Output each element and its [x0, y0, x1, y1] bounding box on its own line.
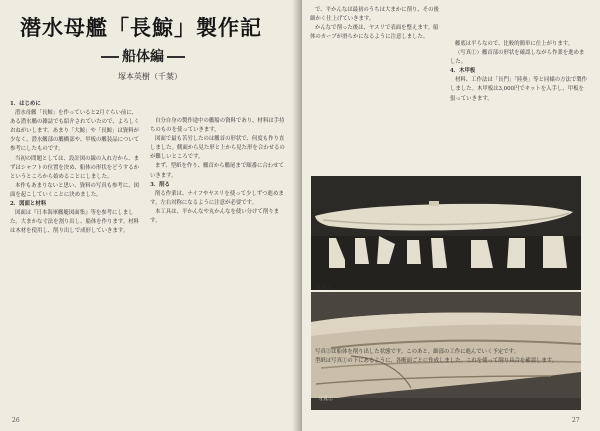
right-column-1	[310, 6, 440, 101]
body-paragraph: 図面は『日本海軍艦艇図面集』等を参考にしました。大まかな寸法を割り出し、船体を作ります。材料は木材を使用し、削り出しで成形していきます。	[10, 210, 139, 235]
body-paragraph: 艦底は平らなので、比較的簡単に仕上がります。	[455, 41, 574, 47]
right-column-2	[450, 40, 588, 180]
article-author: 塚本英樹（千葉）	[118, 72, 182, 81]
body-paragraph: まず、型紙を作り、艦首から艦尾まで順番に合わせていきます。	[150, 163, 284, 179]
subtitle-rule-right	[167, 56, 185, 58]
page-number-left: 26	[12, 417, 20, 424]
body-paragraph: かんなで削った後は、ヤスリで表面を整えます。船体のカーブが滑らかになるように注意しました。	[310, 25, 439, 41]
photo1-caption: 写真①	[316, 285, 332, 291]
body-paragraph: で、平かんなは最初のうちは大まかに削り、その後細かく仕上げていきます。	[310, 7, 439, 23]
left-column-2	[150, 117, 286, 422]
page-number-right: 27	[572, 417, 580, 424]
body-paragraph: 潜水母艦「長鯨」を作っていると2月ぐらい前に、ある潜水艦の雑誌でも紹介されていたので、よろしくおねがいします。あまり「大鯨」や「長鯨」は資料が少なく、潜水艦部の艦橋部や、甲板の艦装品について参考にしたものです。	[10, 110, 140, 153]
body-paragraph: 写真②は船体を削り出した状態です。このあと、細部の工作に進んでいく予定です。	[315, 349, 519, 355]
article-title: 潜水母艦「長鯨」製作記	[20, 16, 262, 40]
body-paragraph: 図面で最も苦労したのは艦首の形状で、何度も作り直しました。側面から見た形と上から見た形を合わせるのが難しいところです。	[150, 136, 285, 161]
article-subtitle	[98, 46, 188, 66]
photo-hull-and-templates	[311, 176, 581, 290]
body-paragraph: 自分自身の製作途中の艦船の資料であり、材料は手持ちのものを使っていきます。	[150, 118, 285, 134]
right-column-3	[310, 348, 588, 424]
left-page	[0, 0, 298, 431]
article-subtitle-text: 船体編	[122, 49, 164, 65]
body-paragraph: 削る作業は、ナイフやヤスリを使って少しずつ進めます。左右対称になるように注意が必要です。	[150, 190, 284, 206]
body-paragraph: 当初の問題としては、設計図の線の入れ方から、まずはシャフトの位置を決め、船体の形状をどうするかというところから始めることにしました。	[10, 155, 140, 180]
photo2-caption: 写真②	[318, 396, 334, 402]
section-heading: 4．木甲板	[450, 68, 476, 75]
left-column-1	[10, 100, 142, 426]
section-heading: 1．はじめに	[10, 101, 41, 107]
body-paragraph: 材料、工作法は「長門」「陸奥」等と同様の方法で製作しました。木甲板は3,000円でキットを入手し、甲板を張っていきます。	[450, 77, 588, 102]
subtitle-rule-left	[101, 56, 119, 58]
photo-hull-and-templates-image	[311, 176, 581, 290]
section-heading: 2．図面と材料	[10, 201, 47, 208]
body-paragraph: 型紙は写真①の下にあるように、各断面ごとに作成しました。これを使って削り具合を確認します。	[315, 358, 558, 365]
body-paragraph: （写真①）艦首部の形状を確認しながら作業を進めました。	[450, 50, 585, 66]
body-paragraph: 本工具は、平かんなや丸かんなを使い分けて削ります。	[150, 208, 279, 225]
body-paragraph: 本作もあまりないと思い、資料の写真も参考に、図面を起こしていくことに決めました。	[10, 182, 139, 198]
section-heading: 3．削る	[150, 181, 170, 188]
